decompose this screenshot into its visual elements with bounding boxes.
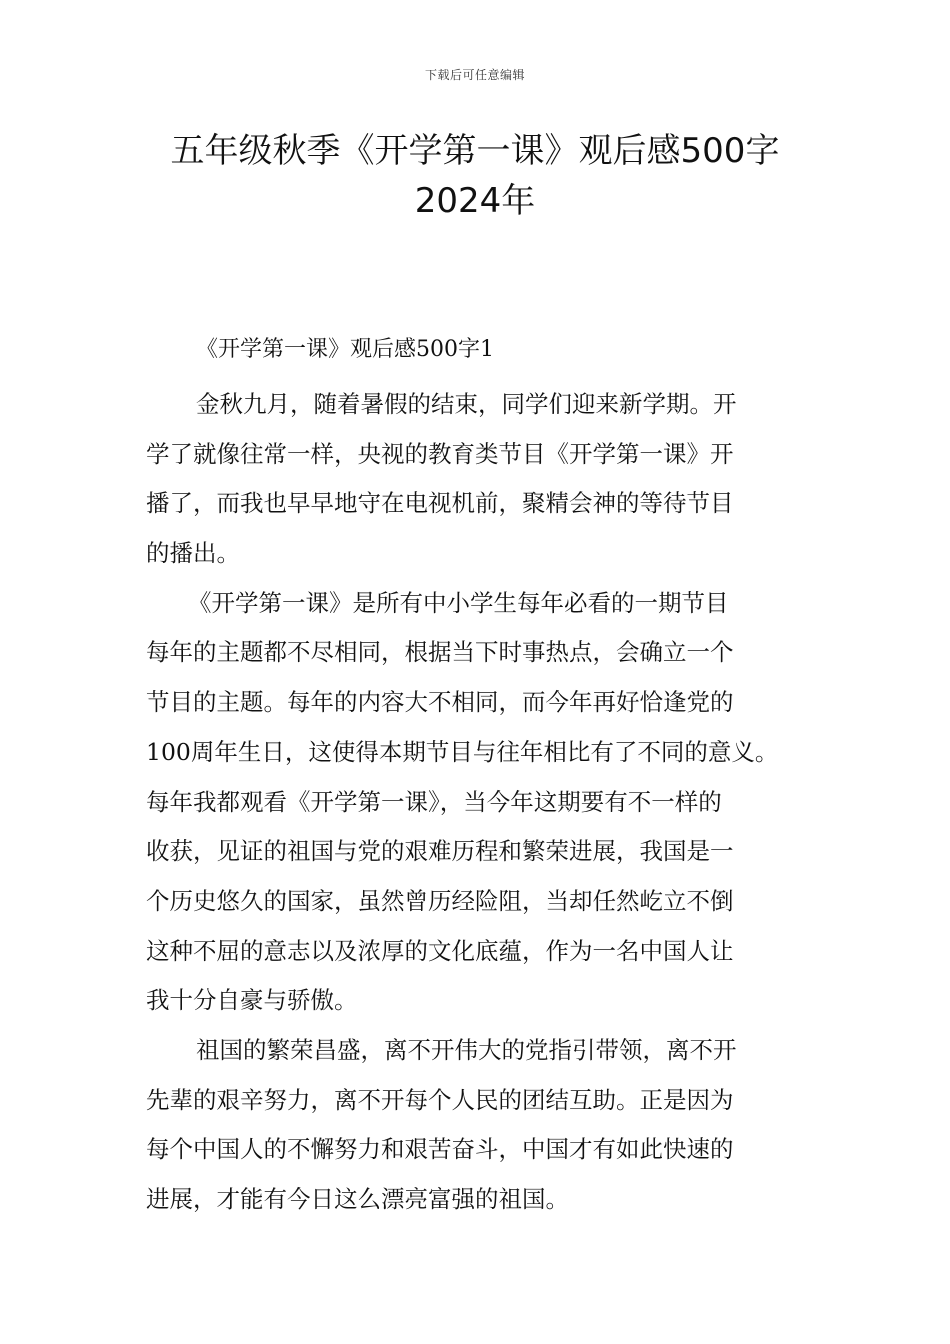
document-title xyxy=(100,126,850,226)
paragraph-2-line-6: 收获，见证的祖国与党的艰难历程和繁荣进展，我国是一 xyxy=(146,837,734,866)
header-note: 下载后可任意编辑 xyxy=(424,68,525,82)
paragraph-1-line-3: 播了，而我也早早地守在电视机前，聚精会神的等待节目 xyxy=(146,489,734,518)
paragraph-2-line-5: 每年我都观看《开学第一课》，当今年这期要有不一样的 xyxy=(146,787,722,816)
paragraph-3-line-1: 祖国的繁荣昌盛，离不开伟大的党指引带领，离不开 xyxy=(196,1035,737,1064)
paragraph-1-line-1: 金秋九月，随着暑假的结束，同学们迎来新学期。开 xyxy=(196,390,737,418)
paragraph-2-line-8: 这种不屈的意志以及浓厚的文化底蕴，作为一名中国人让 xyxy=(146,936,734,965)
section-subheading: 《开学第一课》观后感500字1 xyxy=(196,337,494,362)
paragraph-3-line-4: 进展，才能有今日这么漂亮富强的祖国。 xyxy=(146,1185,569,1213)
paragraph-2-line-2: 每年的主题都不尽相同，根据当下时事热点，会确立一个 xyxy=(146,638,734,667)
title-line-1: 五年级秋季《开学第一课》观后感500字 xyxy=(170,131,780,171)
paragraph-2-line-7: 个历史悠久的国家，虽然曾历经险阻，当却任然屹立不倒 xyxy=(146,886,734,915)
paragraph-3-line-3: 每个中国人的不懈努力和艰苦奋斗，中国才有如此快速的 xyxy=(146,1135,734,1164)
body-text xyxy=(146,380,846,1225)
paragraph-2-line-1: 《开学第一课》是所有中小学生每年必看的一期节目 xyxy=(188,588,729,617)
paragraph-2-line-9: 我十分自豪与骄傲。 xyxy=(146,986,358,1015)
title-line-2: 2024年 xyxy=(414,181,536,221)
paragraph-1-line-2: 学了就像往常一样，央视的教育类节目《开学第一课》开 xyxy=(146,439,734,468)
paragraph-1-line-4: 的播出。 xyxy=(146,539,240,568)
paragraph-3-line-2: 先辈的艰辛努力，离不开每个人民的团结互助。正是因为 xyxy=(146,1085,734,1114)
paragraph-2-line-3: 节目的主题。每年的内容大不相同，而今年再好恰逢党的 xyxy=(146,688,734,717)
paragraph-2-line-4: 100周年生日，这使得本期节目与往年相比有了不同的意义。 xyxy=(146,737,779,766)
